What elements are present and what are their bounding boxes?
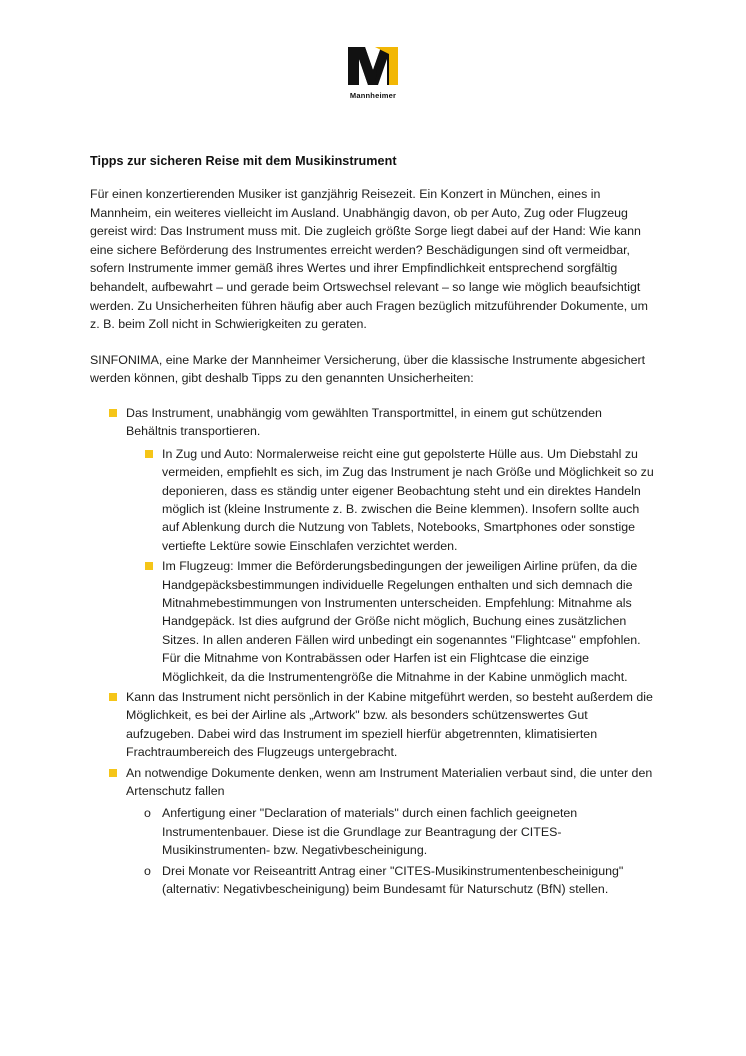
tips-list xyxy=(90,404,656,899)
list-item xyxy=(144,862,656,899)
square-bullet-icon xyxy=(109,409,117,417)
intro-paragraph-1: Für einen konzertierenden Musiker ist ganzjährig Reisezeit. Ein Konzert in München, eines in Mannheim, ein weiteres vielleicht im Ausland. Unabhängig davon, ob per Auto, Zug oder Flugzeug gereist wird: Das Instrument muss mit. Die zugleich größte Sorge liegt dabei auf der Hand: Wie kann eine sichere Beförderung des Instrumentes erreicht werden? Beschädigungen sind oft vermeidbar, sofern Instrumente immer gemäß ihres Wertes und ihrer Empfindlichkeit entsprechend sorgfältig behandelt, aufbewahrt – und gerade beim Ortswechsel relevant – so lange wie möglich beaufsichtigt werden. Zu Unsicherheiten führen häufig aber auch Fragen bezüglich mitzuführender Dokumente, um z. B. beim Zoll nicht in Schwierigkeiten zu geraten. xyxy=(90,187,648,332)
square-bullet-icon xyxy=(145,562,153,570)
square-bullet-icon xyxy=(109,693,117,701)
square-bullet-icon xyxy=(145,450,153,458)
logo-block xyxy=(90,0,656,100)
list-item-label: In Zug und Auto: Normalerweise reicht eine gut gepolsterte Hülle aus. Um Diebstahl zu vermeiden, empfiehlt es sich, im Zug das Instrument je nach Größe und Möglichkeit so zu deponieren, dass es ständig unter eigener Beobachtung steht und ein direktes Handeln möglich ist (kleine Instrumente z. B. zwischen die Beine klemmen). Insofern sollte auch auf Ablenkung durch die Nutzung von Tablets, Notebooks, Smartphones oder sonstige vertiefte Lektüre sowie Einschlafen verzichtet werden. xyxy=(162,446,654,553)
circle-bullet-icon: o xyxy=(144,806,151,821)
list-item xyxy=(126,764,656,899)
list-item xyxy=(162,557,656,686)
list-item-label: Im Flugzeug: Immer die Beförderungsbedingungen der jeweiligen Airline prüfen, da die Handgepäcksbestimmungen individuelle Regelungen enthalten und sich demnach die Mitnahmebestimmungen von Instrumenten unterscheiden. Empfehlung: Mitnahme als Handgepäck. Ist dies aufgrund der Größe nicht möglich, Buchung eines zusätzlichen Sitzes. In allen anderen Fällen wird unbedingt ein sogenanntes "Flightcase" empfohlen. Für die Mitnahme von Kontrabässen oder Harfen ist ein Flightcase die einzige Möglichkeit, da die Instrumentengröße die Mitnahme in der Kabine unmöglich macht. xyxy=(162,559,641,684)
square-bullet-icon xyxy=(109,769,117,777)
logo-caption: Mannheimer xyxy=(349,91,397,100)
list-item-label: Das Instrument, unabhängig vom gewählten Transportmittel, in einem gut schützenden Behältnis transportieren. xyxy=(126,405,602,439)
circle-bullet-icon: o xyxy=(144,863,151,878)
tips-sublist xyxy=(126,445,656,686)
list-item-label: Kann das Instrument nicht persönlich in der Kabine mitgeführt werden, so besteht außerdem die Möglichkeit, es bei der Airline als „Artwork" bzw. als besonders schützenswertes Gut aufzugeben. Dabei wird das Instrument im speziell hierfür abgetrennten, klimatisierten Frachtraumbereich des Flugzeugs untergebracht. xyxy=(126,690,653,760)
list-item xyxy=(144,804,656,859)
intro-paragraph-2: SINFONIMA, eine Marke der Mannheimer Versicherung, über die klassische Instrumente abgesichert werden können, gibt deshalb Tipps zu den genannten Unsicherheiten: xyxy=(90,352,646,386)
mannheimer-m-logo-icon xyxy=(345,44,401,88)
list-item-label: Drei Monate vor Reiseantritt Antrag einer "CITES-Musikinstrumentenbescheinigung" (alternativ: Negativbescheinigung) beim Bundesamt für Naturschutz (BfN) stellen. xyxy=(162,863,624,897)
documents-sublist xyxy=(126,804,656,898)
list-item-label: Anfertigung einer "Declaration of materials" durch einen fachlich geeigneten Instrumentenbauer. Diese ist die Grundlage zur Beantragung der CITES-Musikinstrumenten- bzw. Negativbescheinigung. xyxy=(162,806,578,858)
list-item xyxy=(126,404,656,686)
list-item-label: An notwendige Dokumente denken, wenn am Instrument Materialien verbaut sind, die unter den Artenschutz fallen xyxy=(126,765,653,799)
list-item xyxy=(162,445,656,555)
list-item xyxy=(126,688,656,762)
page-title: Tipps zur sicheren Reise mit dem Musikinstrument xyxy=(90,154,397,168)
